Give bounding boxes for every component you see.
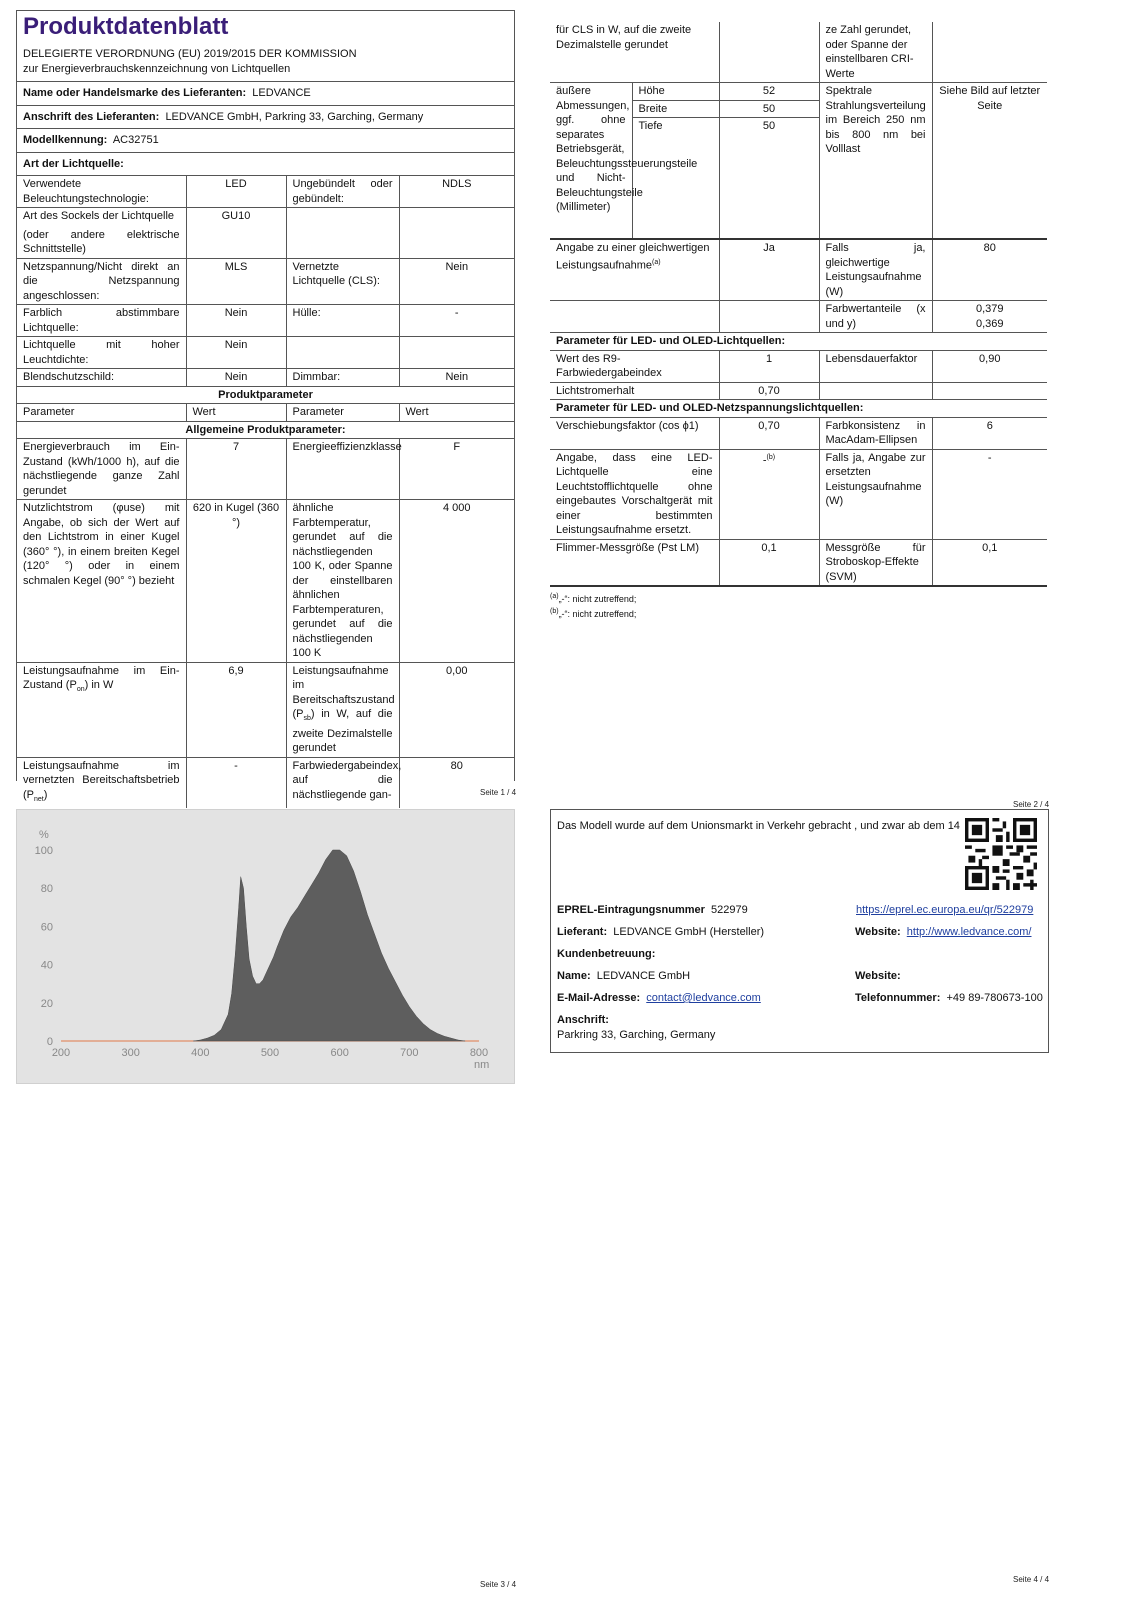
table-row: Verwendete Beleuchtungstechnologie: LED Ungebündelt oder gebündelt: NDLS <box>17 176 514 208</box>
eprel-row: EPREL-Eintragungsnummer 522979 <box>557 904 748 916</box>
table-row: Angabe, dass eine LED-Lichtquelle eine Leuchtstofflichtquelle ohne eingebautes Vorschaltgerät mit einer bestimmten Leistungsaufnahme ersetzt. -$^{(b)}$ Falls ja, Angabe zur ersetzten Leistungsaufnahme (W) - <box>550 449 1047 539</box>
eprel-link[interactable]: https://eprel.ec.europa.eu/qr/522979 <box>856 904 1034 916</box>
table-row: Lichtquelle mit hoher Leuchtdichte: Nein <box>17 337 514 369</box>
y-tick-label: 0 <box>46 1036 53 1048</box>
page-number: Seite 1 / 4 <box>480 788 517 797</box>
table-row: Art des Sockels der Lichtquelle (oder andere elektrische Schnittstelle) GU10 <box>17 208 514 259</box>
x-tick-label: 500 <box>260 1047 280 1059</box>
page-number: Seite 2 / 4 <box>1013 800 1050 809</box>
table-row: Leistungsaufnahme im Ein-Zustand $(P_{on})$ in W 6,9 Leistungsaufnahme im Bereitschaftszustand $(P_{sb})$ in W, auf die zweite Dezimalstelle gerundet 0,00 <box>17 662 514 757</box>
product-table-page1 <box>17 81 517 808</box>
email-link[interactable]: contact@ledvance.com <box>646 992 761 1004</box>
page-number: Seite 3 / 4 <box>480 1580 517 1589</box>
x-tick-label: 700 <box>400 1047 419 1059</box>
y-axis-unit: % <box>39 829 49 841</box>
table-row: Tiefe 50 <box>550 118 1047 240</box>
spectrum-chart <box>17 810 514 1083</box>
table-row: Lichtstromerhalt 0,70 <box>550 382 1047 400</box>
footnote-b: $^{(b)}$„-“: nicht zutreffend; <box>550 608 637 619</box>
page-title: Produktdatenblatt <box>23 13 229 40</box>
name-row: Name: LEDVANCE GmbH <box>557 970 691 982</box>
y-tick-label: 40 <box>40 959 53 972</box>
regulation-text: DELEGIERTE VERORDNUNG (EU) 2019/2015 DER KOMMISSION zur Energieverbrauchskennzeichnung von Lichtquellen <box>23 48 357 75</box>
table-row: Flimmer-Messgröße (Pst LM) 0,1 Messgröße für Stroboskop-Effekte (SVM) 0,1 <box>550 539 1047 586</box>
x-axis-unit: nm <box>474 1059 490 1071</box>
table-row: Angabe zu einer gleichwertigen Leistungsaufnahme$^{(a)}$ Ja Falls ja, gleichwertige Leistungsaufnahme (W) 80 <box>550 239 1047 301</box>
mains-led-params-heading: Parameter für LED- und OLED-Netzspannungslichtquellen: <box>550 400 1047 418</box>
page-2 <box>550 22 1047 619</box>
address-value: Parkring 33, Garching, Germany <box>557 1029 716 1041</box>
email-row: E-Mail-Adresse: contact@ledvance.com <box>557 992 761 1004</box>
table-header-row: Parameter Wert Parameter Wert <box>17 404 514 422</box>
page-number: Seite 4 / 4 <box>1013 1575 1050 1584</box>
website-link[interactable]: http://www.ledvance.com/ <box>906 926 1032 938</box>
x-tick-label: 400 <box>191 1047 210 1059</box>
table-row: Farbwertanteile (x und y) 0,379 0,369 <box>550 301 1047 333</box>
table-row: Wert des R9-Farbwiedergabeindex 1 Lebensdauerfaktor 0,90 <box>550 350 1047 382</box>
x-tick-label: 600 <box>330 1047 349 1059</box>
market-text: Das Modell wurde auf dem Unionsmarkt in Verkehr gebracht , und zwar ab dem 14 <box>557 820 960 832</box>
service-heading: Kundenbetreuung: <box>557 948 656 960</box>
table-row: für CLS in W, auf die zweite Dezimalstelle gerundet ze Zahl gerundet, oder Spanne der einstellbaren CRI-Werte <box>550 22 1047 83</box>
brand-row: Name oder Handelsmarke des Lieferanten: LEDVANCE <box>17 82 514 106</box>
table-row: Nutzlichtstrom (φuse) mit Angabe, ob sich der Wert auf den Lichtstrom in einer Kugel (360° °), in einem breiten Kegel (120° °) oder in einem schmalen Kegel (90° °) bezieht 620 in Kugel (360 °) ähnliche Farbtemperatur, gerundet auf die nächstliegenden 100 K, oder Spanne der einstellbaren ähnlichen Farbtemperaturen, gerundet auf die nächstliegenden 100 K 4 000 <box>17 500 514 663</box>
table-row: Verschiebungsfaktor (cos ϕ1) 0,70 Farbkonsistenz in MacAdam-Ellipsen 6 <box>550 417 1047 449</box>
table-row: Farblich abstimmbare Lichtquelle: Nein Hülle: - <box>17 305 514 337</box>
led-params-heading: Parameter für LED- und OLED-Lichtquellen: <box>550 333 1047 351</box>
type-heading: Art der Lichtquelle: <box>17 152 514 176</box>
y-tick-label: 80 <box>40 883 53 896</box>
table-row: Leistungsaufnahme im vernetzten Bereitschaftsbetrieb $(P_{net})$ - Farbwiedergabeindex, auf die nächstliegende gan- 80 <box>17 757 514 808</box>
page-4 <box>550 809 1049 1053</box>
x-tick-label: 300 <box>121 1047 140 1059</box>
website-row: Website: http://www.ledvance.com/ <box>855 926 1032 938</box>
table-row: Blendschutzschild: Nein Dimmbar: Nein <box>17 369 514 387</box>
qr-code-icon <box>965 818 1037 890</box>
y-tick-label: 100 <box>34 845 53 857</box>
x-tick-label: 800 <box>469 1047 489 1059</box>
product-params-heading: Produktparameter <box>17 386 514 404</box>
spectrum-area <box>193 850 465 1041</box>
address-row: Anschrift des Lieferanten: LEDVANCE GmbH, Parkring 33, Garching, Germany <box>17 105 514 129</box>
y-tick-label: 20 <box>40 997 53 1010</box>
table-row: Energieverbrauch im Ein-Zustand (kWh/1000 h), auf die nächstliegende ganze Zahl gerundet 7 Energieeffizienzklasse F <box>17 439 514 500</box>
table-row: Netzspannung/Nicht direkt an die Netzspannung angeschlossen: MLS Vernetzte Lichtquelle (CLS): Nein <box>17 258 514 305</box>
table-row: äußere Abmessungen, ggf. ohne separates Betriebsgerät, Beleuchtungssteuerungsteile und Nicht-Beleuchtungsteile (Millimeter) Höhe 52 Spektrale Strahlungsverteilung im Bereich 250 nm bis 800 nm bei Volllast Siehe Bild auf letzter Seite <box>550 83 1047 101</box>
model-row: Modellkennung: AC32751 <box>17 129 514 153</box>
x-tick-label: 200 <box>51 1047 71 1059</box>
general-params-heading: Allgemeine Produktparameter: <box>17 421 514 439</box>
y-tick-label: 60 <box>40 921 53 934</box>
website2-label: Website: <box>855 970 901 982</box>
page-3 <box>16 809 515 1084</box>
product-table-page2 <box>550 22 1047 587</box>
phone-row: Telefonnummer: +49 89-780673-100 <box>855 992 1043 1004</box>
footnote-a: $^{(a)}$„-“: nicht zutreffend; <box>550 593 637 604</box>
address-heading: Anschrift: <box>557 1014 609 1026</box>
supplier-row: Lieferant: LEDVANCE GmbH (Hersteller) <box>557 926 765 938</box>
table-row: Breite 50 <box>550 100 1047 118</box>
